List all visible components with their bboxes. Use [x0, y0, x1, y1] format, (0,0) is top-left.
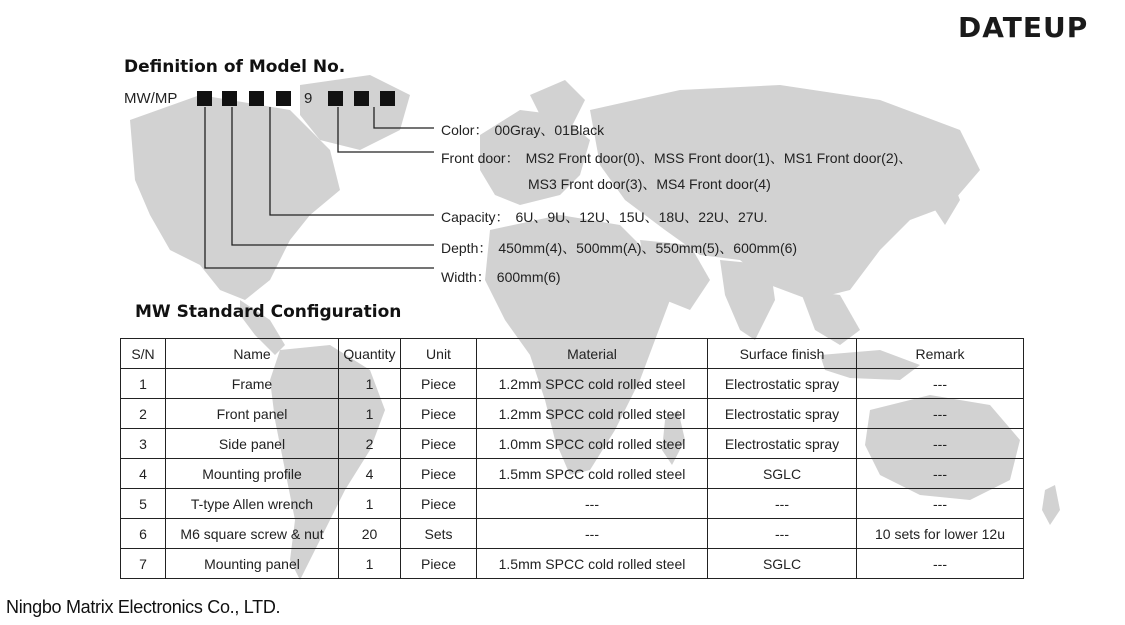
cell-quantity: 1 [339, 369, 401, 399]
company-footer: Ningbo Matrix Electronics Co., LTD. [6, 597, 281, 617]
cell-name: Mounting panel [166, 549, 339, 579]
legend-front-door: Front door： MS2 Front door(0)、MSS Front door(1)、MS1 Front door(2)、 [441, 150, 913, 166]
table-row [121, 519, 1024, 549]
header-name: Name [166, 339, 339, 369]
model-fixed-digit: 9 [304, 90, 313, 107]
cell-unit: Piece [401, 429, 477, 459]
cell-name: T-type Allen wrench [166, 489, 339, 519]
cell-name: M6 square screw & nut [166, 519, 339, 549]
header-quantity: Quantity [339, 339, 401, 369]
legend-front-door-cont: MS3 Front door(3)、MS4 Front door(4) [528, 176, 771, 192]
model-prefix: MW/MP [124, 90, 178, 107]
cell-sn: 5 [121, 489, 166, 519]
cell-unit: Piece [401, 369, 477, 399]
cell-quantity: 1 [339, 549, 401, 579]
config-title: MW Standard Configuration [135, 302, 402, 322]
cell-surface-finish: SGLC [708, 459, 857, 489]
table-row [121, 399, 1024, 429]
legend-width: Width： 600mm(6) [441, 269, 561, 285]
table-row [121, 549, 1024, 579]
cell-material: --- [477, 489, 708, 519]
cell-surface-finish: SGLC [708, 549, 857, 579]
cell-unit: Sets [401, 519, 477, 549]
legend-depth: Depth： 450mm(4)、500mm(A)、550mm(5)、600mm(6) [441, 240, 798, 256]
legend-capacity: Capacity： 6U、9U、12U、15U、18U、22U、27U. [441, 209, 768, 225]
header-remark: Remark [857, 339, 1024, 369]
table-row [121, 369, 1024, 399]
header-material: Material [477, 339, 708, 369]
cell-name: Frame [166, 369, 339, 399]
table-header-row [121, 339, 1024, 369]
cell-quantity: 4 [339, 459, 401, 489]
table-row [121, 489, 1024, 519]
svg-text:DATEUP: DATEUP [958, 11, 1089, 42]
cell-surface-finish: --- [708, 519, 857, 549]
cell-name: Side panel [166, 429, 339, 459]
cell-quantity: 1 [339, 489, 401, 519]
cell-material: --- [477, 519, 708, 549]
cell-name: Mounting profile [166, 459, 339, 489]
cell-surface-finish: --- [708, 489, 857, 519]
cell-quantity: 2 [339, 429, 401, 459]
cell-unit: Piece [401, 459, 477, 489]
cell-name: Front panel [166, 399, 339, 429]
cell-sn: 7 [121, 549, 166, 579]
cell-sn: 3 [121, 429, 166, 459]
cell-sn: 2 [121, 399, 166, 429]
cell-material: 1.2mm SPCC cold rolled steel [477, 369, 708, 399]
cell-surface-finish: Electrostatic spray [708, 399, 857, 429]
cell-remark: --- [857, 459, 1024, 489]
cell-quantity: 20 [339, 519, 401, 549]
table-row [121, 429, 1024, 459]
cell-unit: Piece [401, 549, 477, 579]
cell-unit: Piece [401, 489, 477, 519]
cell-surface-finish: Electrostatic spray [708, 369, 857, 399]
cell-remark: --- [857, 549, 1024, 579]
config-table [120, 338, 1024, 579]
cell-material: 1.5mm SPCC cold rolled steel [477, 459, 708, 489]
cell-quantity: 1 [339, 399, 401, 429]
cell-material: 1.5mm SPCC cold rolled steel [477, 549, 708, 579]
cell-sn: 1 [121, 369, 166, 399]
definition-title: Definition of Model No. [124, 57, 346, 77]
cell-remark: --- [857, 399, 1024, 429]
table-row [121, 459, 1024, 489]
header-surface-finish: Surface finish [708, 339, 857, 369]
cell-unit: Piece [401, 399, 477, 429]
cell-material: 1.2mm SPCC cold rolled steel [477, 399, 708, 429]
cell-sn: 6 [121, 519, 166, 549]
cell-remark: --- [857, 489, 1024, 519]
cell-surface-finish: Electrostatic spray [708, 429, 857, 459]
cell-material: 1.0mm SPCC cold rolled steel [477, 429, 708, 459]
cell-remark: --- [857, 369, 1024, 399]
cell-sn: 4 [121, 459, 166, 489]
header-unit: Unit [401, 339, 477, 369]
legend-color: Color： 00Gray、01Black [441, 122, 605, 138]
cell-remark: 10 sets for lower 12u [857, 519, 1024, 549]
cell-remark: --- [857, 429, 1024, 459]
header-sn: S/N [121, 339, 166, 369]
